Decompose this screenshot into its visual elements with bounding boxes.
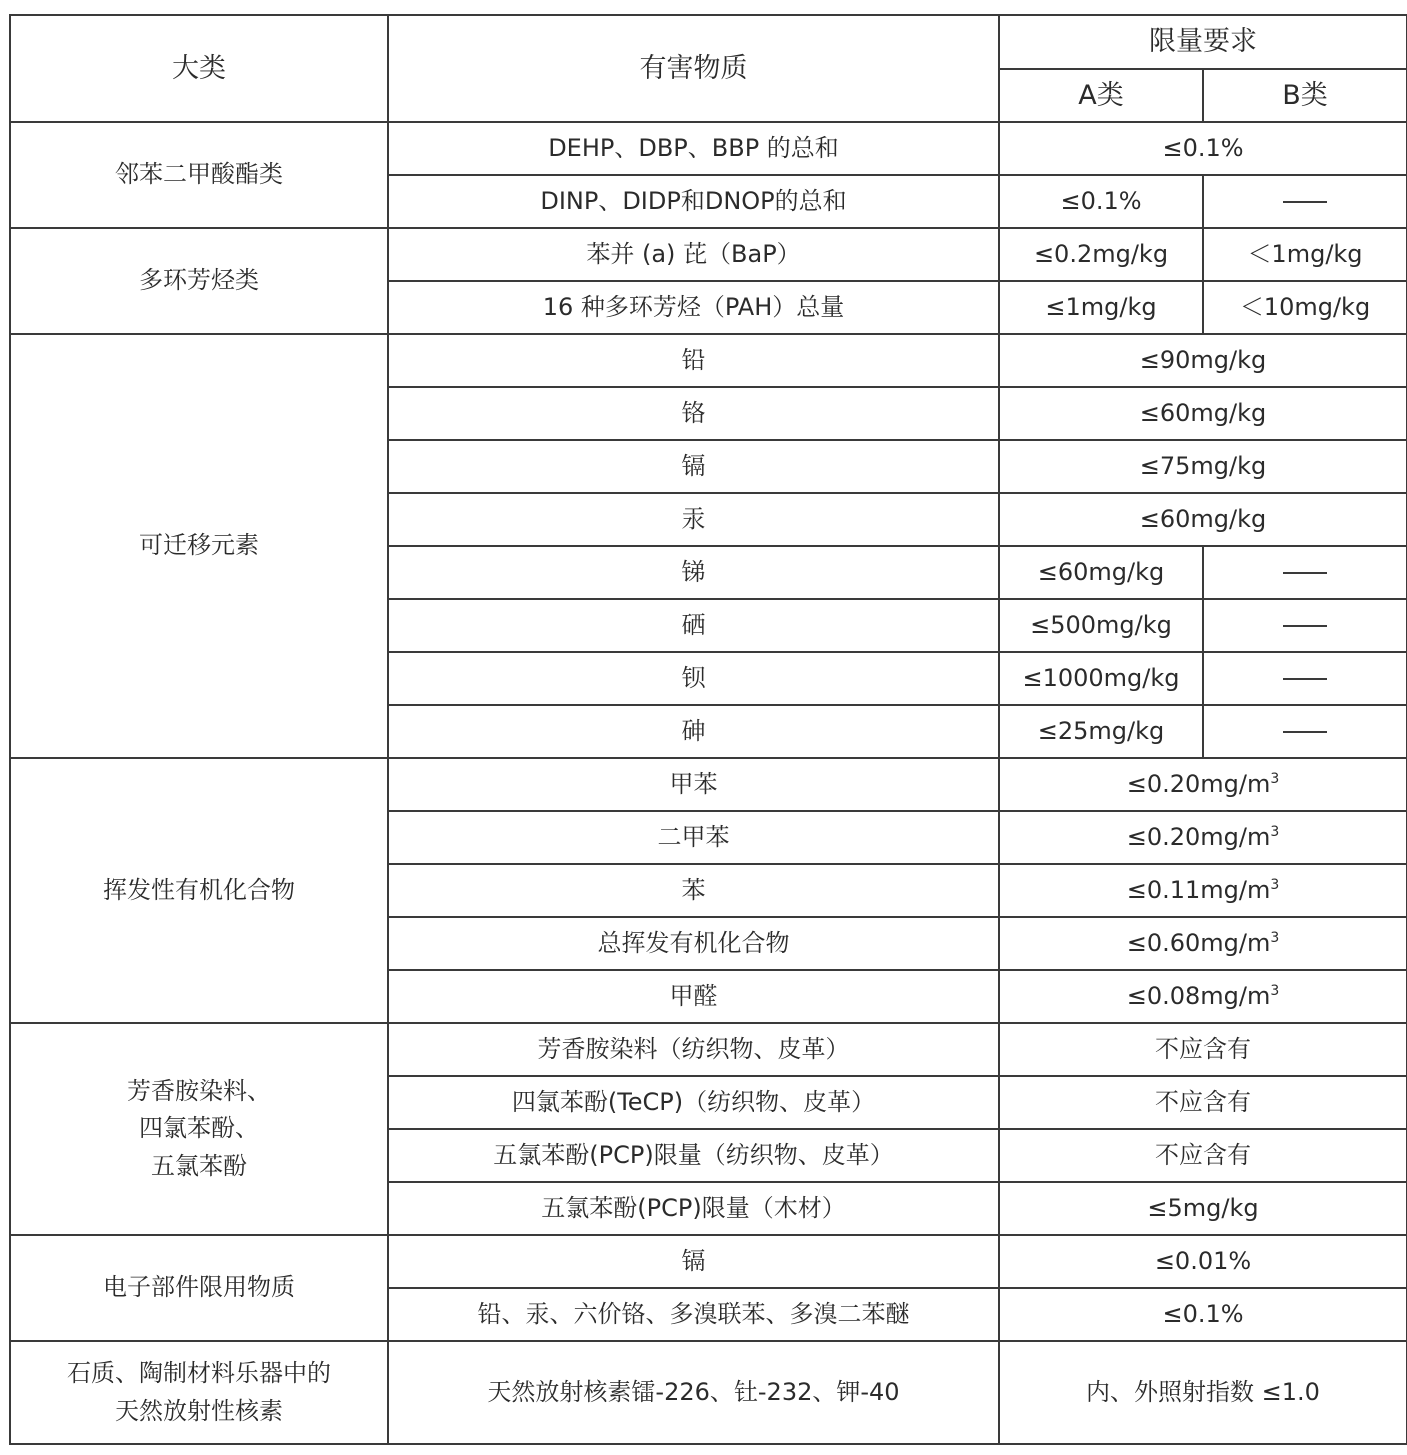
table-row (10, 1341, 1407, 1444)
category-line: 石质、陶制材料乐器中的 (67, 1359, 331, 1388)
limit-cell: 内、外照射指数 ≤1.0 (999, 1341, 1407, 1444)
category-cell: 电子部件限用物质 (10, 1235, 388, 1341)
limit-value: ≤0.20mg/m (1126, 822, 1271, 851)
limit-a-cell: ≤1000mg/kg (999, 652, 1203, 705)
limit-value: ≤0.60mg/m (1126, 928, 1271, 957)
substance-cell: 五氯苯酚(PCP)限量（纺织物、皮革） (388, 1129, 999, 1182)
limit-cell: ≤60mg/kg (999, 493, 1407, 546)
substance-cell: 芳香胺染料（纺织物、皮革） (388, 1023, 999, 1076)
substance-cell: 苯 (388, 864, 999, 917)
limit-cell: 不应含有 (999, 1129, 1407, 1182)
limit-cell (999, 758, 1407, 811)
substance-cell: 16 种多环芳烃（PAH）总量 (388, 281, 999, 334)
category-line: 四氯苯酚、 (139, 1114, 259, 1143)
substance-cell: 镉 (388, 440, 999, 493)
header-substance: 有害物质 (388, 15, 999, 122)
limit-a-cell: ≤60mg/kg (999, 546, 1203, 599)
limit-b-cell (1203, 175, 1407, 228)
header-class-b: B类 (1203, 69, 1407, 122)
substance-cell: 钡 (388, 652, 999, 705)
table-row (10, 334, 1407, 387)
substance-cell: 砷 (388, 705, 999, 758)
substance-cell: 天然放射核素镭-226、钍-232、钾-40 (388, 1341, 999, 1444)
substance-cell: 二甲苯 (388, 811, 999, 864)
exponent: 3 (1270, 876, 1280, 893)
category-line: 芳香胺染料、 (127, 1077, 271, 1106)
limit-cell: ≤90mg/kg (999, 334, 1407, 387)
limit-b-cell: ＜10mg/kg (1203, 281, 1407, 334)
table-header-row (10, 15, 1407, 69)
substance-cell: 总挥发有机化合物 (388, 917, 999, 970)
exponent: 3 (1270, 982, 1280, 999)
limit-a-cell: ≤500mg/kg (999, 599, 1203, 652)
header-category: 大类 (10, 15, 388, 122)
exponent: 3 (1270, 929, 1280, 946)
table-row (10, 1235, 1407, 1288)
not-applicable-dash (1283, 625, 1327, 627)
limit-cell (999, 970, 1407, 1023)
table-row (10, 228, 1407, 281)
substance-cell: 甲苯 (388, 758, 999, 811)
category-line: 五氯苯酚 (151, 1151, 247, 1180)
limit-cell: ≤0.1% (999, 1288, 1407, 1341)
exponent: 3 (1270, 823, 1280, 840)
hazardous-substance-limits-table (9, 14, 1407, 1445)
category-cell (10, 1023, 388, 1235)
limit-cell: ≤5mg/kg (999, 1182, 1407, 1235)
substance-cell: 四氯苯酚(TeCP)（纺织物、皮革） (388, 1076, 999, 1129)
not-applicable-dash (1283, 678, 1327, 680)
substance-cell: 镉 (388, 1235, 999, 1288)
limit-b-cell: ＜1mg/kg (1203, 228, 1407, 281)
substance-cell: 五氯苯酚(PCP)限量（木材） (388, 1182, 999, 1235)
category-cell: 多环芳烃类 (10, 228, 388, 334)
limit-value: ≤0.20mg/m (1126, 769, 1271, 798)
table-row (10, 122, 1407, 175)
not-applicable-dash (1283, 201, 1327, 203)
substance-cell: 甲醛 (388, 970, 999, 1023)
substance-cell: 硒 (388, 599, 999, 652)
substance-cell: 锑 (388, 546, 999, 599)
limit-a-cell: ≤1mg/kg (999, 281, 1203, 334)
limit-cell: 不应含有 (999, 1076, 1407, 1129)
limit-b-cell (1203, 599, 1407, 652)
category-cell: 挥发性有机化合物 (10, 758, 388, 1023)
substance-cell: 铬 (388, 387, 999, 440)
not-applicable-dash (1283, 731, 1327, 733)
limit-cell: ≤75mg/kg (999, 440, 1407, 493)
substance-cell: 铅 (388, 334, 999, 387)
substance-cell: DINP、DIDP和DNOP的总和 (388, 175, 999, 228)
limit-cell (999, 811, 1407, 864)
limit-b-cell (1203, 705, 1407, 758)
exponent: 3 (1270, 770, 1280, 787)
limit-cell: ≤60mg/kg (999, 387, 1407, 440)
limit-cell: ≤0.01% (999, 1235, 1407, 1288)
limit-b-cell (1203, 652, 1407, 705)
category-cell: 邻苯二甲酸酯类 (10, 122, 388, 228)
category-line: 天然放射性核素 (115, 1396, 283, 1425)
limit-cell: ≤0.1% (999, 122, 1407, 175)
header-class-a: A类 (999, 69, 1203, 122)
header-limit: 限量要求 (999, 15, 1407, 69)
not-applicable-dash (1283, 572, 1327, 574)
limit-a-cell: ≤0.1% (999, 175, 1203, 228)
substance-cell: 铅、汞、六价铬、多溴联苯、多溴二苯醚 (388, 1288, 999, 1341)
category-cell (10, 1341, 388, 1444)
limit-a-cell: ≤25mg/kg (999, 705, 1203, 758)
substance-cell: 汞 (388, 493, 999, 546)
category-cell: 可迁移元素 (10, 334, 388, 758)
limit-cell (999, 864, 1407, 917)
table-row (10, 1023, 1407, 1076)
limit-b-cell (1203, 546, 1407, 599)
limit-cell (999, 917, 1407, 970)
table-row (10, 758, 1407, 811)
limit-value: ≤0.08mg/m (1126, 981, 1271, 1010)
substance-cell: 苯并 (a) 芘（BaP） (388, 228, 999, 281)
limit-a-cell: ≤0.2mg/kg (999, 228, 1203, 281)
substance-cell: DEHP、DBP、BBP 的总和 (388, 122, 999, 175)
limit-value: ≤0.11mg/m (1126, 875, 1271, 904)
limit-cell: 不应含有 (999, 1023, 1407, 1076)
